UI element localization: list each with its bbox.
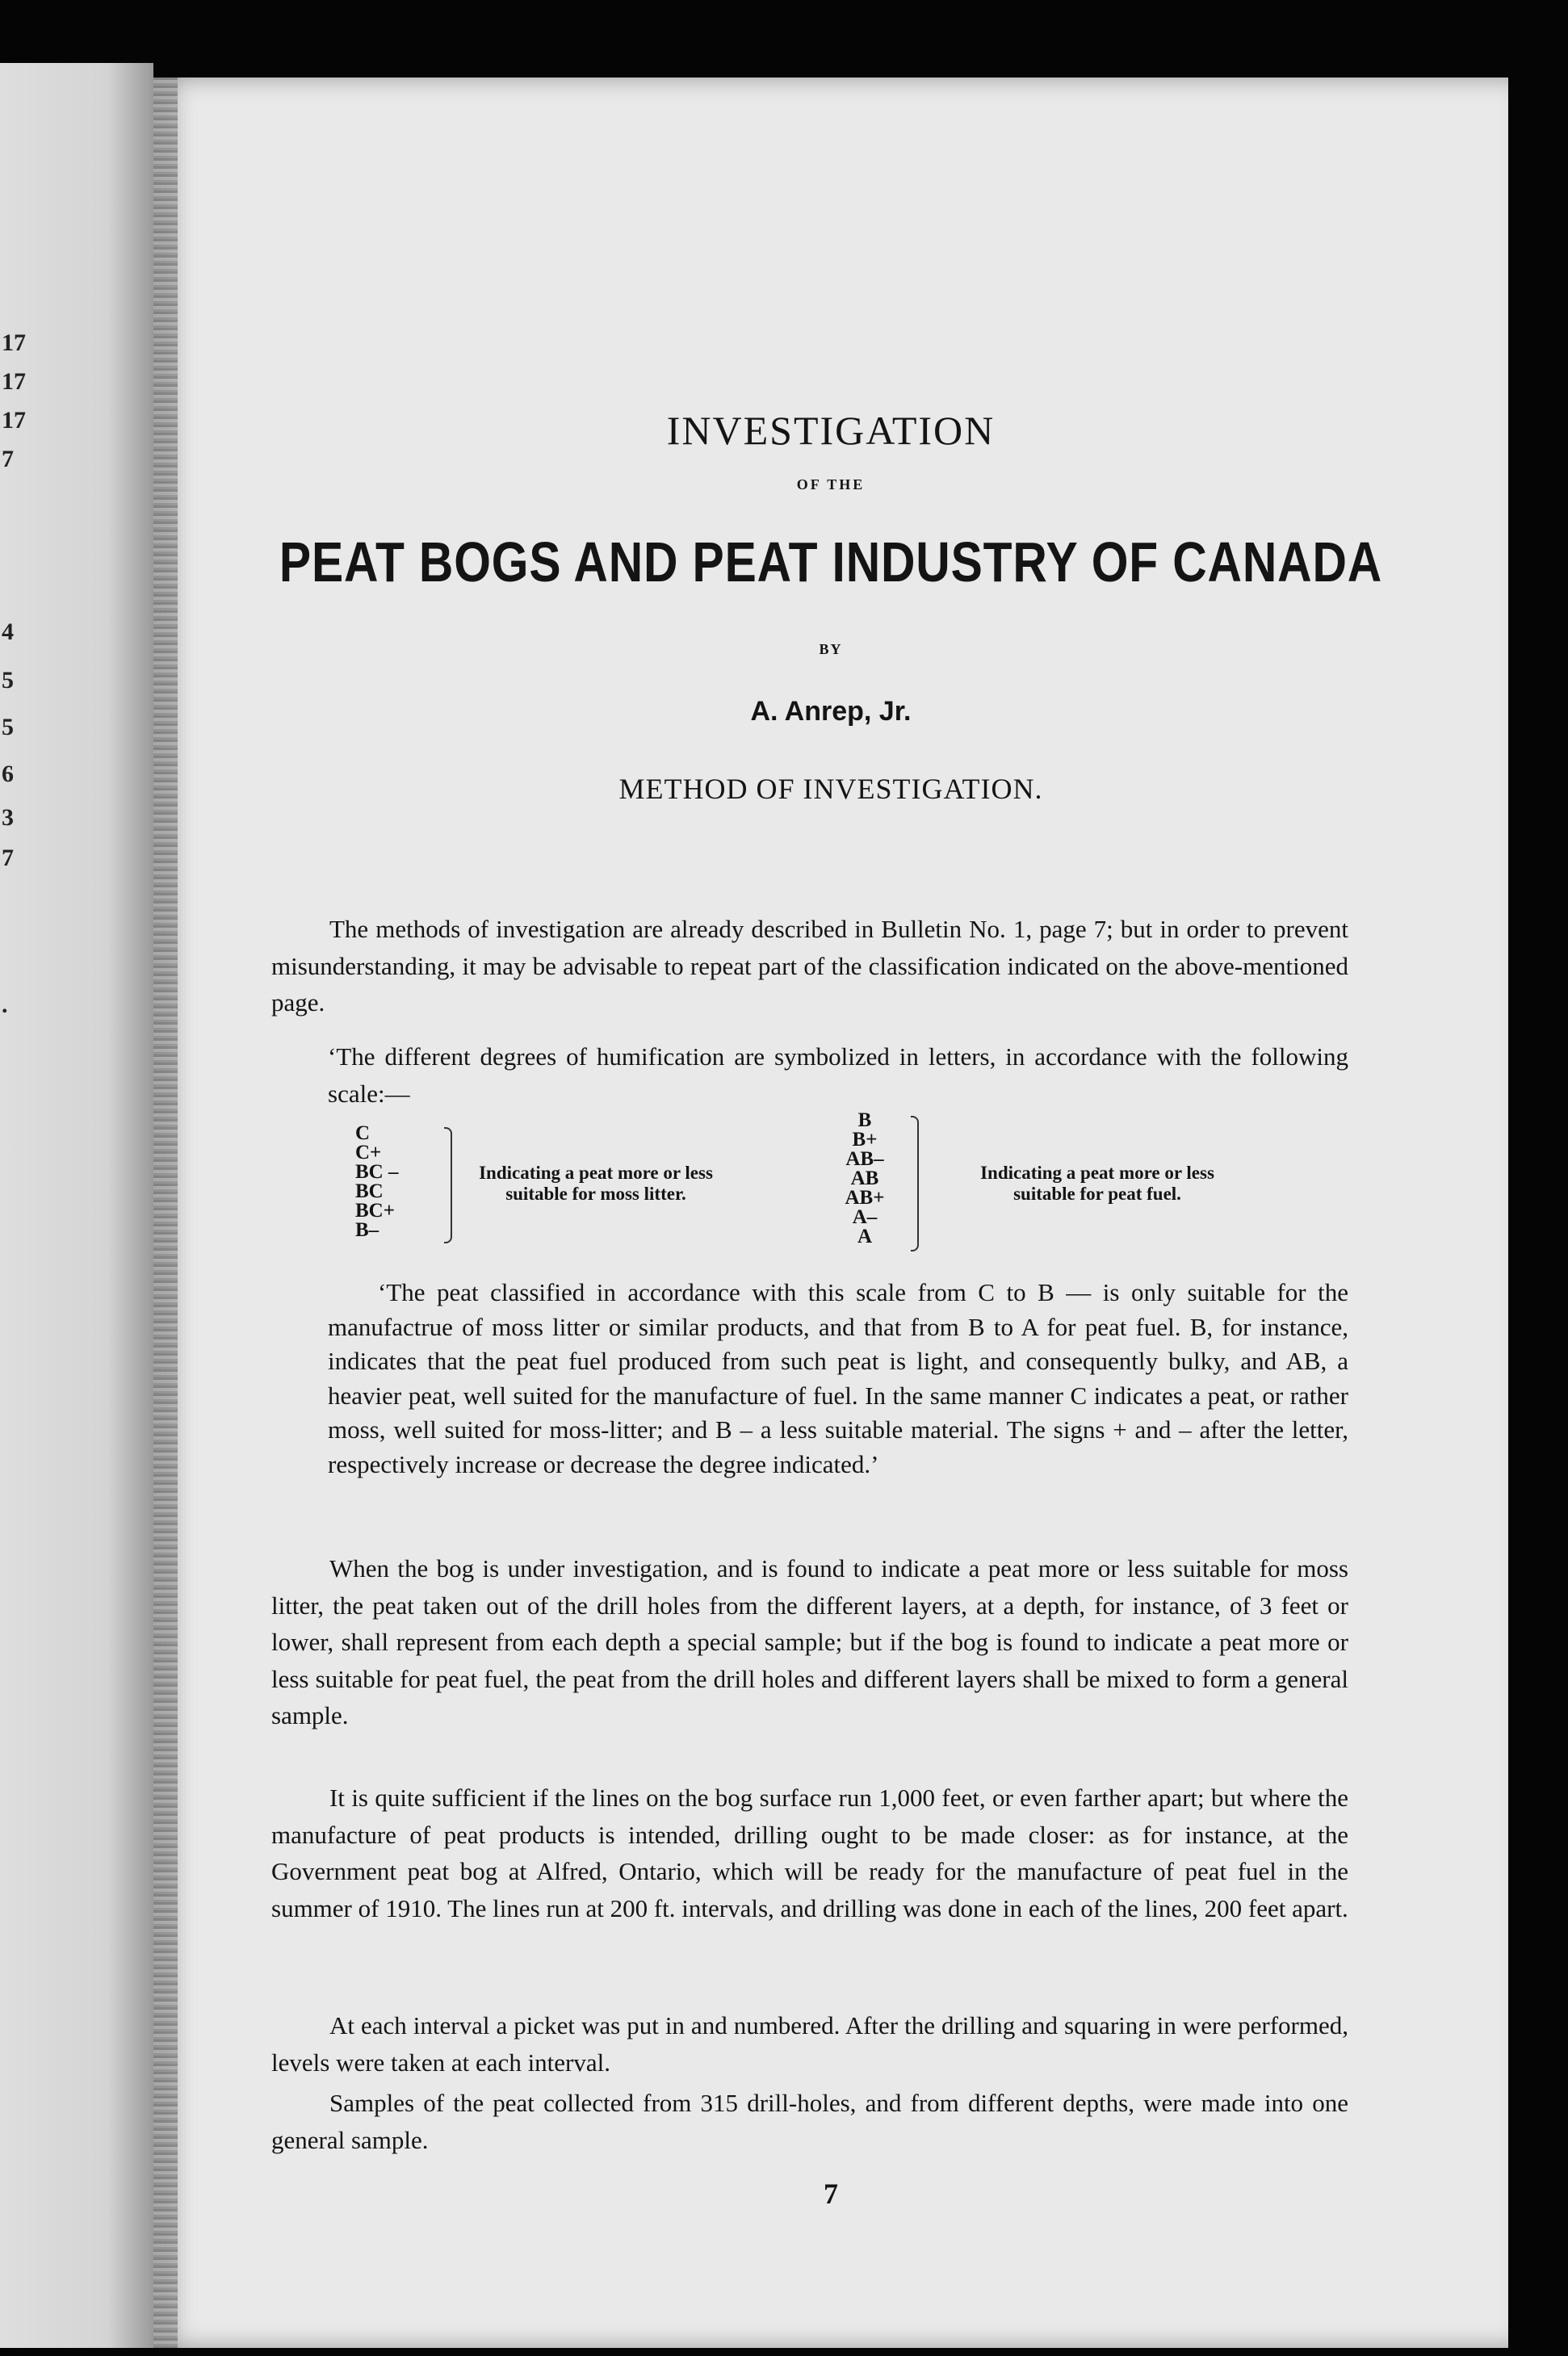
author-name: A. Anrep, Jr.	[750, 696, 912, 727]
quoted-scale-explanation: ‘The peat classified in accordance with this scale from C to B — is only suitable for the manufactrue of moss litter or similar products, and that from B to A for peat fuel. B, for instance, indicates that the peat fuel produced from such peat is light, and consequently bulky, and AB, a heavier peat, well suited for the manufacture of fuel. In the same manner C indicates a peat, or rather moss, well suited for moss-litter; and B – a less suitable material. The signs + and – after the letter, respectively increase or decrease the degree indicated.’	[328, 1278, 1348, 1478]
scale-right-desc-line1: Indicating a peat more or less	[980, 1163, 1214, 1183]
scale-code: BC –	[355, 1161, 399, 1183]
scale-code: A–	[852, 1206, 878, 1228]
scale-code: AB–	[845, 1148, 884, 1170]
scale-right-description	[924, 1163, 1271, 1205]
scale-code: BC+	[355, 1200, 395, 1222]
scale-code: C+	[355, 1142, 382, 1163]
page-content	[153, 78, 1508, 2348]
scale-right-bracket	[911, 1116, 919, 1251]
scale-code: AB	[850, 1168, 879, 1189]
scale-code: BC	[355, 1180, 384, 1202]
margin-number: 7	[2, 446, 14, 472]
margin-number: 17	[2, 329, 26, 356]
scale-code: AB+	[845, 1187, 885, 1209]
margin-number: .	[2, 991, 8, 1018]
document-page	[153, 78, 1508, 2348]
margin-number: 17	[2, 368, 26, 395]
scale-code: B+	[852, 1129, 878, 1151]
intro-paragraph: The methods of investigation are already described in Bulletin No. 1, page 7; but in order to prevent misunderstanding, it may be advisable to repeat part of the classification indicated on the above-mentioned page.	[271, 915, 1348, 1017]
main-title: PEAT BOGS AND PEAT INDUSTRY OF CANADA	[279, 530, 1383, 593]
scale-code: A	[857, 1226, 873, 1247]
drill-lines-paragraph: It is quite sufficient if the lines on the bog surface run 1,000 feet, or even farther apart; but where the manufacture of peat products is intended, drilling ought to be made closer: as for instance, at the Government peat bog at Alfred, Ontario, which will be ready for the manufacture of peat fuel in the summer of 1910. The lines run at 200 ft. intervals, and drilling was done in each of the lines, 200 feet apart.	[271, 1784, 1348, 1922]
margin-number: 4	[2, 618, 14, 645]
scale-code: B	[857, 1109, 872, 1131]
margin-number: 3	[2, 804, 14, 831]
page-number: 7	[824, 2178, 838, 2210]
margin-number: 6	[2, 761, 14, 787]
facing-page-edge	[0, 63, 153, 2348]
scale-intro-paragraph: ‘The different degrees of humification are symbolized in letters, in accordance with the following scale:—	[328, 1042, 1348, 1108]
scale-left-desc-line1: Indicating a peat more or less	[479, 1163, 713, 1183]
scale-left-bracket	[444, 1127, 452, 1243]
title-of-the: OF THE	[796, 476, 866, 493]
margin-number: 5	[2, 667, 14, 694]
samples-paragraph: Samples of the peat collected from 315 drill-holes, and from different depths, were made into one general sample.	[271, 2089, 1348, 2154]
scale-code: C	[355, 1122, 371, 1144]
section-heading: METHOD OF INVESTIGATION.	[618, 773, 1043, 805]
title-by: BY	[819, 641, 843, 657]
margin-number: 7	[2, 845, 14, 871]
picket-paragraph: At each interval a picket was put in and numbered. After the drilling and squaring in were performed, levels were taken at each interval.	[271, 2011, 1348, 2077]
title-investigation: INVESTIGATION	[666, 408, 996, 453]
scale-left-codes	[355, 1124, 398, 1240]
scale-left-description	[459, 1163, 733, 1205]
margin-number: 17	[2, 407, 26, 434]
margin-number: 5	[2, 714, 14, 740]
scale-right-codes	[836, 1111, 893, 1247]
scale-left-desc-line2: suitable for moss litter.	[505, 1184, 686, 1204]
scale-right-desc-line2: suitable for peat fuel.	[1013, 1184, 1181, 1204]
bog-investigation-paragraph: When the bog is under investigation, and is found to indicate a peat more or less suitable for moss litter, the peat taken out of the drill holes from the different layers, at a depth, for instance, of 3 feet or lower, shall represent from each depth a special sample; but if the bog is found to indicate a peat more or less suitable for peat fuel, the peat from the drill holes and different layers shall be mixed to form a general sample.	[271, 1554, 1348, 1729]
scale-code: B–	[355, 1219, 379, 1241]
